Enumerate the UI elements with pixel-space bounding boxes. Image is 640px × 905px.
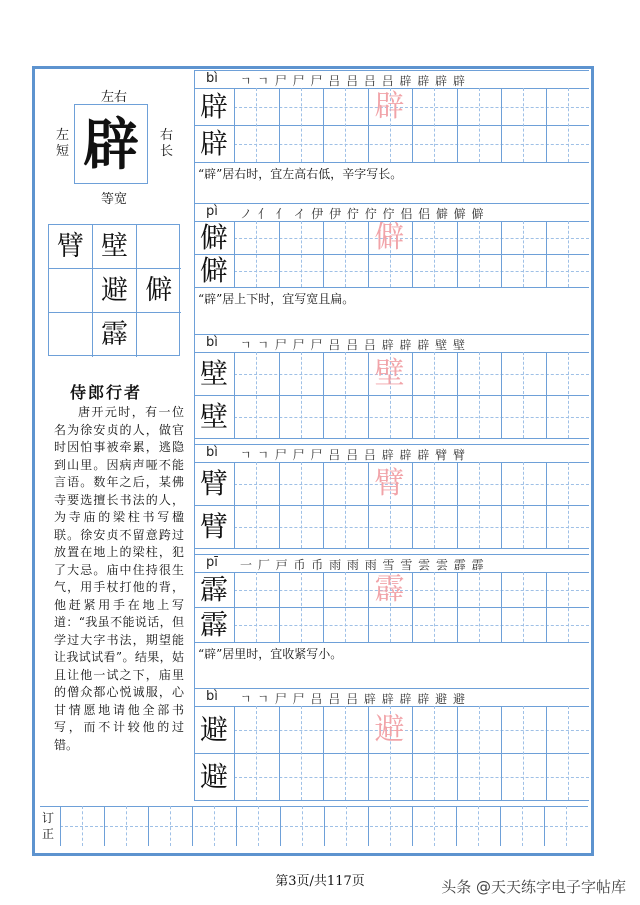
correction-col-line (412, 806, 413, 846)
grid-line (194, 800, 589, 801)
grid-col-midline (479, 88, 480, 162)
grid-col-line (457, 706, 458, 800)
grid-col-midline (434, 572, 435, 642)
grid-col-midline (301, 352, 302, 438)
grid-col-midline (256, 352, 257, 438)
grid-col-midline (479, 462, 480, 548)
grid-col-midline (345, 352, 346, 438)
page-footer: 第3页/共117页 (275, 874, 365, 889)
grid-col-line (279, 462, 280, 548)
correction-col-midline (214, 806, 215, 846)
correction-top-line (40, 806, 588, 807)
grid-char-cell (49, 269, 93, 313)
correction-col-midline (258, 806, 259, 846)
stroke-order: ㄱ ㄱ 尸 尸 尸 吕 吕 吕 辟 辟 辟 臂 臂 (240, 448, 466, 462)
grid-col-line (323, 88, 324, 162)
grid-char-cell: 避 (93, 269, 137, 313)
correction-col-line (192, 806, 193, 846)
row-top-line (194, 444, 589, 445)
trace-char: 僻 (374, 219, 405, 255)
grid-col-line (412, 462, 413, 548)
grid-col-midline (568, 462, 569, 548)
grid-col-line (412, 352, 413, 438)
main-char-box (74, 104, 148, 184)
row-top-line (194, 334, 589, 335)
grid-char-cell: 壁 (93, 225, 137, 269)
grid-col-line (546, 88, 547, 162)
grid-col-midline (345, 572, 346, 642)
example-char: 臂 (199, 466, 228, 500)
row-top-line (194, 688, 589, 689)
grid-col-line (234, 462, 235, 548)
grid-col-line (412, 572, 413, 642)
trace-char: 避 (374, 711, 405, 747)
grid-col-midline (523, 706, 524, 800)
structure-left-label: 左短 (56, 128, 70, 159)
grid-col-midline (345, 462, 346, 548)
correction-col-line (368, 806, 369, 846)
grid-char-cell: 僻 (137, 269, 181, 313)
grid-col-midline (479, 352, 480, 438)
row-top-line (194, 554, 589, 555)
grid-col-line (501, 352, 502, 438)
correction-col-midline (434, 806, 435, 846)
grid-col-midline (479, 221, 480, 287)
writing-tip: “辟”居上下时，宜写宽且扁。 (198, 292, 355, 306)
grid-col-line (323, 352, 324, 438)
correction-col-line (544, 806, 545, 846)
grid-col-line (546, 352, 547, 438)
grid-col-midline (523, 572, 524, 642)
pinyin-label: pì (206, 204, 218, 219)
grid-col-line (546, 706, 547, 800)
grid-line (194, 438, 589, 439)
structure-right-label: 右长 (160, 128, 174, 159)
grid-col-midline (568, 221, 569, 287)
related-chars-grid (48, 224, 180, 356)
grid-col-line (323, 572, 324, 642)
grid-col-line (234, 352, 235, 438)
correction-col-line (148, 806, 149, 846)
grid-char-cell (137, 313, 181, 357)
correction-col-midline (82, 806, 83, 846)
grid-col-midline (434, 462, 435, 548)
grid-col-midline (523, 221, 524, 287)
grid-col-line (501, 88, 502, 162)
example-char: 僻 (199, 253, 228, 287)
grid-col-line (546, 572, 547, 642)
grid-col-line (501, 221, 502, 287)
correction-col-line (236, 806, 237, 846)
grid-col-midline (434, 88, 435, 162)
grid-col-line (323, 221, 324, 287)
example-char: 臂 (199, 509, 228, 543)
grid-col-line (323, 462, 324, 548)
grid-col-midline (479, 706, 480, 800)
main-char: 辟 (83, 112, 139, 178)
grid-col-midline (568, 572, 569, 642)
grid-col-midline (301, 221, 302, 287)
correction-col-line (500, 806, 501, 846)
correction-col-line (280, 806, 281, 846)
pinyin-label: pī (206, 555, 218, 570)
grid-char-cell: 臂 (49, 225, 93, 269)
grid-line (194, 548, 589, 549)
grid-col-midline (345, 88, 346, 162)
correction-col-line (60, 806, 61, 846)
grid-col-line (457, 462, 458, 548)
grid-col-midline (256, 572, 257, 642)
grid-col-midline (523, 88, 524, 162)
grid-col-line (279, 572, 280, 642)
grid-col-line (412, 88, 413, 162)
correction-col-midline (522, 806, 523, 846)
grid-col-midline (256, 221, 257, 287)
grid-col-line (234, 706, 235, 800)
practice-left-border (194, 70, 195, 800)
writing-tip: “辟”居右时，宜左高右低，辛字写长。 (198, 167, 403, 181)
stroke-order: ノ 亻 亻 イ 伊 伊 佇 佇 佇 侣 侣 僻 僻 僻 (240, 207, 485, 221)
grid-col-midline (568, 88, 569, 162)
example-char: 壁 (199, 356, 228, 390)
trace-char: 臂 (374, 465, 405, 501)
grid-col-line (546, 462, 547, 548)
grid-col-midline (301, 706, 302, 800)
grid-char-cell (49, 313, 93, 357)
grid-col-line (457, 352, 458, 438)
stroke-order: ㄱ ㄱ 尸 尸 尸 吕 吕 吕 吕 辟 辟 辟 辟 (240, 74, 466, 88)
grid-col-line (234, 572, 235, 642)
grid-col-midline (568, 352, 569, 438)
correction-col-line (324, 806, 325, 846)
grid-col-midline (434, 352, 435, 438)
trace-char: 霹 (374, 571, 405, 607)
example-char: 霹 (199, 572, 228, 606)
watermark: 头条 @天天练字电子字帖库 (441, 878, 626, 896)
grid-col-line (457, 572, 458, 642)
trace-char: 壁 (374, 355, 405, 391)
grid-col-line (457, 221, 458, 287)
correction-col-line (104, 806, 105, 846)
example-char: 避 (199, 759, 228, 793)
grid-col-midline (345, 706, 346, 800)
trace-char: 辟 (374, 88, 405, 124)
correction-col-midline (478, 806, 479, 846)
correction-col-midline (390, 806, 391, 846)
grid-line (194, 162, 589, 163)
grid-col-line (546, 221, 547, 287)
correction-col-line (456, 806, 457, 846)
correction-col-midline (346, 806, 347, 846)
grid-col-midline (434, 706, 435, 800)
grid-line (194, 753, 589, 754)
grid-col-line (412, 221, 413, 287)
structure-top-label: 左右 (101, 90, 128, 105)
grid-col-line (234, 221, 235, 287)
grid-col-line (279, 352, 280, 438)
correction-label: 订正 (42, 811, 55, 841)
grid-col-line (457, 88, 458, 162)
structure-bottom-label: 等宽 (101, 192, 128, 207)
grid-col-line (501, 462, 502, 548)
grid-col-midline (523, 352, 524, 438)
grid-col-midline (301, 572, 302, 642)
example-char: 壁 (199, 399, 228, 433)
grid-col-line (501, 572, 502, 642)
example-char: 辟 (199, 89, 228, 123)
grid-col-line (501, 706, 502, 800)
grid-char-cell: 霹 (93, 313, 137, 357)
example-char: 霹 (199, 607, 228, 641)
pinyin-label: bì (206, 71, 218, 86)
writing-tip: “辟”居里时，宜收紧写小。 (198, 647, 343, 661)
grid-col-line (279, 706, 280, 800)
grid-col-midline (345, 221, 346, 287)
grid-line (194, 287, 589, 288)
grid-col-midline (523, 462, 524, 548)
correction-col-midline (302, 806, 303, 846)
grid-col-midline (301, 88, 302, 162)
grid-col-midline (256, 706, 257, 800)
pinyin-label: bì (206, 335, 218, 350)
story-title: 侍郎行者 (70, 383, 143, 402)
story-text: 唐开元时，有一位名为徐安贞的人，做官时因怕事被牵累，逃隐到山里。因病声哑不能言语。数年之后，某佛寺要选擅长书法的人，为寺庙的梁柱书写楹联。徐安贞不留意跨过放置在地上的梁柱，犯了大忌。庙中住持很生气，用手杖打他的背，他赶紧用手在地上写道：“我虽不能说话，但学过大字书法，期望能让我试试看”。结果，姑且让他一试之下，庙里的僧众都心悦诚服，心甘情愿地请他全部书写，而不计较他的过错。 (54, 405, 184, 752)
stroke-order: ㄱ ㄱ 尸 尸 尸 吕 吕 吕 辟 辟 辟 壁 壁 (240, 338, 466, 352)
grid-col-line (412, 706, 413, 800)
pinyin-label: bì (206, 689, 218, 704)
grid-col-midline (256, 462, 257, 548)
example-char: 辟 (199, 126, 228, 160)
grid-col-line (234, 88, 235, 162)
example-char: 僻 (199, 220, 228, 254)
grid-col-line (323, 706, 324, 800)
pinyin-label: bì (206, 445, 218, 460)
stroke-order: ㄱ ㄱ 尸 尸 吕 吕 吕 辟 辟 辟 辟 避 避 (240, 692, 466, 706)
grid-col-midline (256, 88, 257, 162)
correction-col-midline (126, 806, 127, 846)
grid-line (194, 642, 589, 643)
grid-col-line (279, 221, 280, 287)
row-top-line (194, 203, 589, 204)
stroke-order: 一 厂 戸 币 币 雨 雨 雨 雪 雪 雲 雲 霹 霹 (240, 558, 485, 572)
grid-col-line (279, 88, 280, 162)
row-top-line (194, 70, 589, 71)
grid-col-midline (479, 572, 480, 642)
correction-col-midline (170, 806, 171, 846)
example-char: 避 (199, 712, 228, 746)
grid-char-cell (137, 225, 181, 269)
correction-row (40, 806, 588, 846)
grid-col-midline (568, 706, 569, 800)
grid-col-midline (301, 462, 302, 548)
correction-col-midline (566, 806, 567, 846)
grid-col-midline (434, 221, 435, 287)
